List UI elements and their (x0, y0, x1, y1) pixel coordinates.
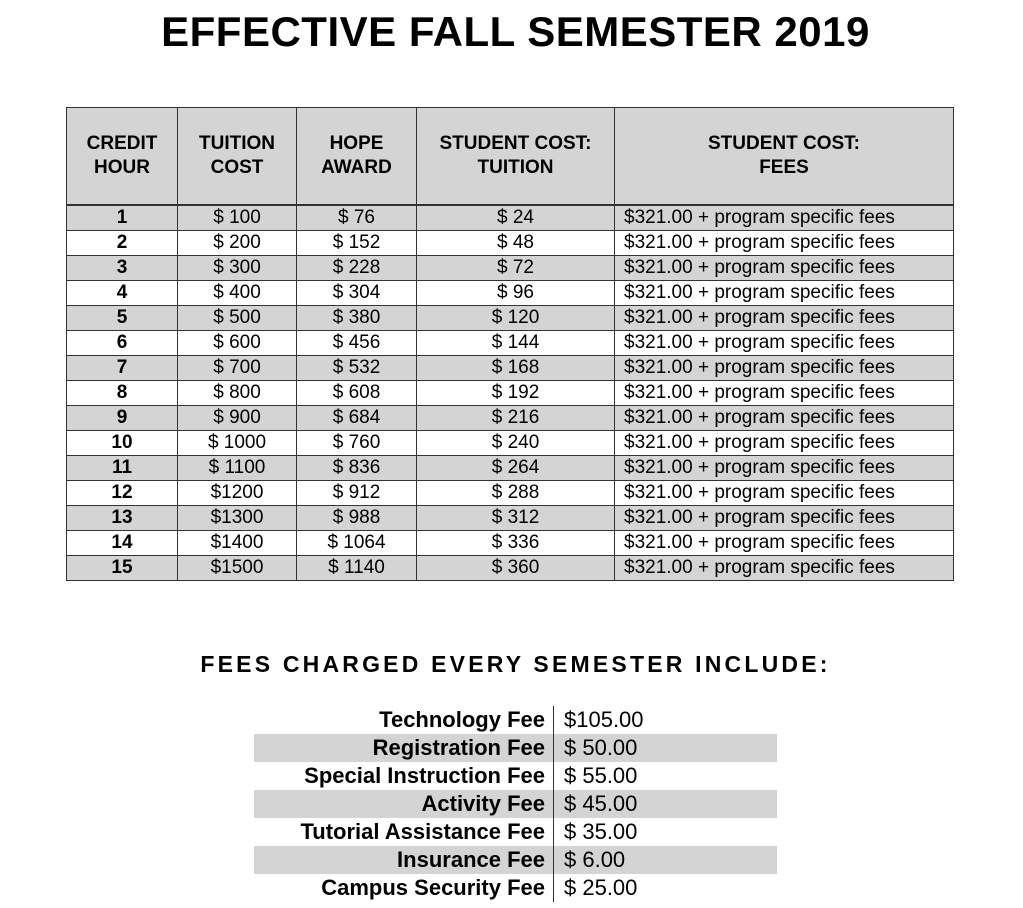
hope-award-cell: $ 684 (297, 406, 417, 431)
table-row (67, 556, 954, 581)
credit-hour-cell: 4 (67, 281, 178, 306)
hope-award-cell: $ 836 (297, 456, 417, 481)
credit-hour-cell: 15 (67, 556, 178, 581)
fees-table (254, 706, 777, 902)
tuition-cost-cell: $ 500 (178, 306, 297, 331)
fee-row (254, 846, 777, 874)
student-cost-tuition-cell: $ 264 (417, 456, 615, 481)
fee-name: Registration Fee (254, 734, 554, 762)
header-line: CREDIT (86, 133, 158, 154)
student-cost-tuition-cell: $ 168 (417, 356, 615, 381)
tuition-cost-cell: $1300 (178, 506, 297, 531)
header-hope-award (297, 108, 417, 206)
hope-award-cell: $ 532 (297, 356, 417, 381)
tuition-cost-cell: $1200 (178, 481, 297, 506)
student-cost-fees-cell: $321.00 + program specific fees (615, 381, 954, 406)
table-row (67, 431, 954, 456)
hope-award-cell: $ 1140 (297, 556, 417, 581)
tuition-cost-cell: $ 700 (178, 356, 297, 381)
student-cost-fees-cell: $321.00 + program specific fees (615, 231, 954, 256)
fee-row (254, 762, 777, 790)
student-cost-fees-cell: $321.00 + program specific fees (615, 256, 954, 281)
header-line: STUDENT COST: (708, 133, 860, 154)
student-cost-fees-cell: $321.00 + program specific fees (615, 331, 954, 356)
table-row (67, 456, 954, 481)
student-cost-tuition-cell: $ 360 (417, 556, 615, 581)
tuition-header-row (67, 108, 954, 206)
hope-award-cell: $ 76 (297, 205, 417, 231)
tuition-cost-cell: $1400 (178, 531, 297, 556)
fee-name: Special Instruction Fee (254, 762, 554, 790)
tuition-cost-cell: $ 100 (178, 205, 297, 231)
fees-heading: FEES CHARGED EVERY SEMESTER INCLUDE: (200, 651, 831, 677)
student-cost-fees-cell: $321.00 + program specific fees (615, 205, 954, 231)
header-line: HOUR (94, 157, 150, 178)
header-student-cost-tuition (417, 108, 615, 206)
tuition-cost-cell: $ 1100 (178, 456, 297, 481)
tuition-table-body (67, 205, 954, 581)
fee-amount: $ 6.00 (554, 846, 778, 874)
student-cost-tuition-cell: $ 120 (417, 306, 615, 331)
fee-amount: $ 50.00 (554, 734, 778, 762)
fee-row (254, 818, 777, 846)
fees-table-body (254, 706, 777, 902)
student-cost-tuition-cell: $ 96 (417, 281, 615, 306)
header-line: COST (210, 157, 264, 178)
table-row (67, 531, 954, 556)
student-cost-tuition-cell: $ 336 (417, 531, 615, 556)
hope-award-cell: $ 380 (297, 306, 417, 331)
credit-hour-cell: 3 (67, 256, 178, 281)
fee-name: Technology Fee (254, 706, 554, 734)
tuition-cost-cell: $ 600 (178, 331, 297, 356)
hope-award-cell: $ 456 (297, 331, 417, 356)
student-cost-fees-cell: $321.00 + program specific fees (615, 406, 954, 431)
header-line: AWARD (321, 157, 392, 178)
credit-hour-cell: 14 (67, 531, 178, 556)
credit-hour-cell: 1 (67, 205, 178, 231)
student-cost-fees-cell: $321.00 + program specific fees (615, 356, 954, 381)
credit-hour-cell: 11 (67, 456, 178, 481)
hope-award-cell: $ 228 (297, 256, 417, 281)
header-tuition-cost (178, 108, 297, 206)
tuition-cost-cell: $ 400 (178, 281, 297, 306)
student-cost-tuition-cell: $ 288 (417, 481, 615, 506)
fee-row (254, 874, 777, 902)
credit-hour-cell: 10 (67, 431, 178, 456)
fee-row (254, 790, 777, 818)
table-row (67, 506, 954, 531)
student-cost-tuition-cell: $ 240 (417, 431, 615, 456)
credit-hour-cell: 6 (67, 331, 178, 356)
fee-amount: $105.00 (564, 707, 644, 732)
fee-name: Activity Fee (254, 790, 554, 818)
student-cost-fees-cell: $321.00 + program specific fees (615, 431, 954, 456)
table-row (67, 231, 954, 256)
page-title: EFFECTIVE FALL SEMESTER 2019 (161, 8, 870, 55)
fee-amount: $ 35.00 (564, 819, 638, 844)
fee-name: Insurance Fee (254, 846, 554, 874)
header-line: FEES (759, 157, 809, 178)
student-cost-fees-cell: $321.00 + program specific fees (615, 506, 954, 531)
fee-amount: $ 45.00 (554, 790, 778, 818)
header-line: TUITION (199, 133, 275, 154)
student-cost-tuition-cell: $ 216 (417, 406, 615, 431)
tuition-cost-cell: $ 300 (178, 256, 297, 281)
fee-row (254, 734, 777, 762)
tuition-cost-cell: $ 900 (178, 406, 297, 431)
table-row (67, 381, 954, 406)
tuition-cost-cell: $ 800 (178, 381, 297, 406)
header-line: STUDENT COST: (439, 133, 592, 154)
header-credit-hour (67, 108, 178, 206)
tuition-table (66, 107, 954, 581)
credit-hour-cell: 12 (67, 481, 178, 506)
student-cost-tuition-cell: $ 144 (417, 331, 615, 356)
student-cost-tuition-cell: $ 72 (417, 256, 615, 281)
student-cost-fees-cell: $321.00 + program specific fees (615, 281, 954, 306)
student-cost-tuition-cell: $ 312 (417, 506, 615, 531)
table-row (67, 331, 954, 356)
hope-award-cell: $ 152 (297, 231, 417, 256)
fee-name: Campus Security Fee (254, 874, 554, 902)
tuition-cost-cell: $1500 (178, 556, 297, 581)
student-cost-tuition-cell: $ 24 (417, 205, 615, 231)
credit-hour-cell: 8 (67, 381, 178, 406)
student-cost-fees-cell: $321.00 + program specific fees (615, 556, 954, 581)
table-row (67, 256, 954, 281)
student-cost-fees-cell: $321.00 + program specific fees (615, 481, 954, 506)
hope-award-cell: $ 988 (297, 506, 417, 531)
table-row (67, 481, 954, 506)
hope-award-cell: $ 1064 (297, 531, 417, 556)
table-row (67, 281, 954, 306)
table-row (67, 306, 954, 331)
fee-amount: $ 25.00 (564, 875, 638, 900)
student-cost-fees-cell: $321.00 + program specific fees (615, 306, 954, 331)
table-row (67, 356, 954, 381)
hope-award-cell: $ 760 (297, 431, 417, 456)
header-student-cost-fees (615, 108, 954, 206)
tuition-cost-cell: $ 200 (178, 231, 297, 256)
header-line: TUITION (477, 157, 554, 178)
header-line: HOPE (329, 133, 384, 154)
hope-award-cell: $ 608 (297, 381, 417, 406)
fee-row (254, 706, 777, 734)
table-row (67, 406, 954, 431)
student-cost-fees-cell: $321.00 + program specific fees (615, 456, 954, 481)
student-cost-tuition-cell: $ 192 (417, 381, 615, 406)
student-cost-fees-cell: $321.00 + program specific fees (615, 531, 954, 556)
credit-hour-cell: 13 (67, 506, 178, 531)
credit-hour-cell: 2 (67, 231, 178, 256)
fee-amount: $ 55.00 (564, 763, 638, 788)
fee-name: Tutorial Assistance Fee (254, 818, 554, 846)
credit-hour-cell: 9 (67, 406, 178, 431)
table-row (67, 205, 954, 231)
tuition-cost-cell: $ 1000 (178, 431, 297, 456)
hope-award-cell: $ 912 (297, 481, 417, 506)
hope-award-cell: $ 304 (297, 281, 417, 306)
credit-hour-cell: 5 (67, 306, 178, 331)
credit-hour-cell: 7 (67, 356, 178, 381)
student-cost-tuition-cell: $ 48 (417, 231, 615, 256)
